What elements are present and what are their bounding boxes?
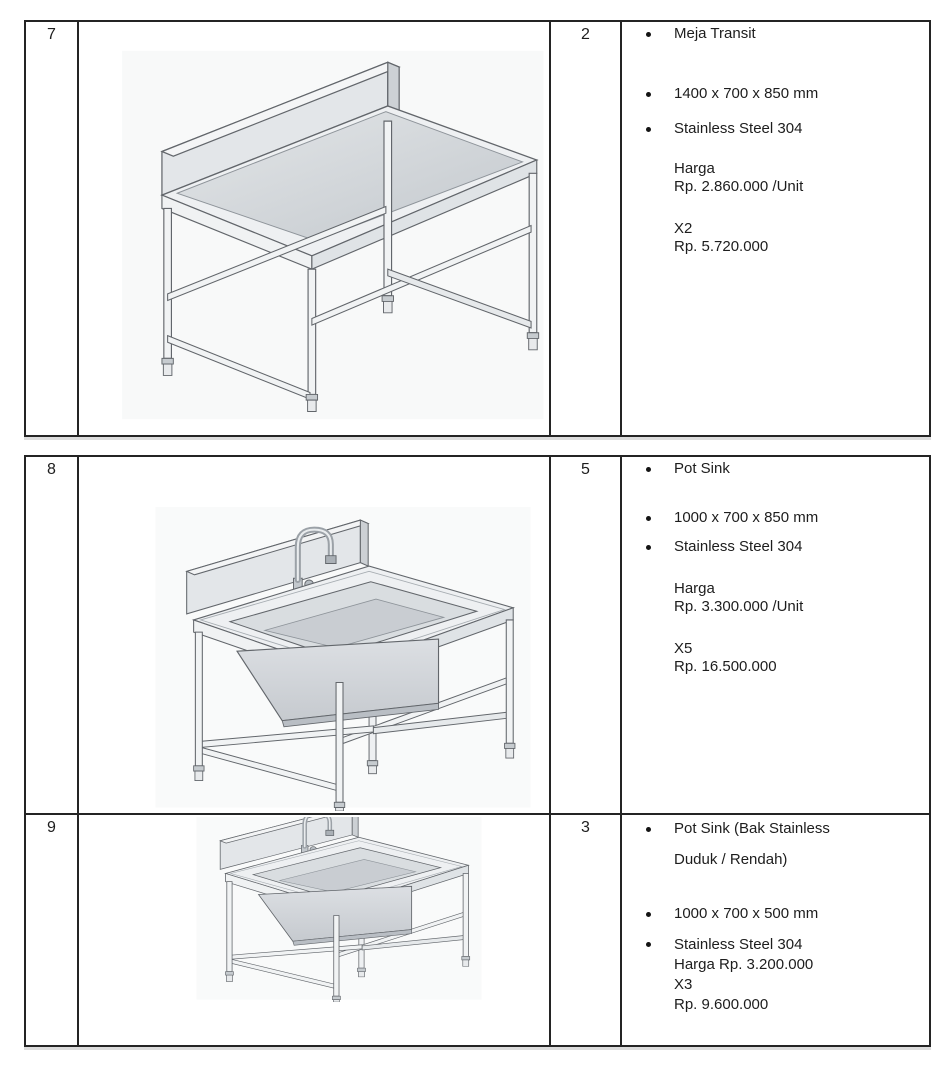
row-number-cell — [26, 815, 79, 1045]
product-table-section-1 — [24, 20, 931, 437]
pot-sink-illustration — [141, 481, 545, 811]
dimensions-line — [622, 85, 929, 103]
row-number: 7 — [47, 26, 56, 43]
dimensions: 1400 x 700 x 850 mm — [674, 85, 819, 102]
material-line — [622, 120, 929, 138]
item-name-line — [622, 460, 929, 478]
dimensions-line — [622, 509, 929, 527]
item-name-line2: Duduk / Rendah) — [674, 851, 788, 868]
total-price: Rp. 9.600.000 — [674, 996, 769, 1013]
material: Stainless Steel 304 — [674, 120, 803, 137]
description-cell — [622, 815, 929, 1045]
item-name: Meja Transit — [674, 25, 756, 42]
bullet-icon — [646, 92, 651, 97]
description-cell — [622, 22, 929, 435]
material-line — [622, 538, 929, 556]
bullet-icon — [646, 912, 651, 917]
total-price: Rp. 16.500.000 — [674, 658, 777, 675]
quantity-value: 2 — [581, 26, 590, 43]
bullet-icon — [646, 467, 651, 472]
material: Stainless Steel 304 — [674, 936, 803, 953]
bullet-icon — [646, 127, 651, 132]
multiplier: X5 — [674, 640, 693, 657]
row-number-cell — [26, 22, 79, 435]
pot-sink-low-basin-illustration — [129, 817, 551, 1039]
row-number: 8 — [47, 461, 56, 478]
bullet-icon — [646, 942, 651, 947]
price-label: Harga — [674, 160, 715, 177]
quantity-cell — [551, 815, 622, 1045]
material-line — [622, 935, 929, 955]
dimensions: 1000 x 700 x 500 mm — [674, 905, 819, 922]
item-name-line1: Pot Sink (Bak Stainless — [674, 820, 830, 837]
product-image-cell — [79, 22, 551, 435]
bullet-icon — [646, 827, 651, 832]
table-row-7 — [26, 22, 929, 435]
bullet-icon — [646, 516, 651, 521]
unit-price: Rp. 3.300.000 /Unit — [674, 598, 804, 615]
product-image-cell — [79, 815, 551, 1045]
total-price: Rp. 5.720.000 — [674, 238, 769, 255]
quantity-value: 3 — [581, 819, 590, 836]
dimensions: 1000 x 700 x 850 mm — [674, 509, 819, 526]
unit-price: Rp. 2.860.000 /Unit — [674, 178, 804, 195]
item-name-line — [622, 25, 929, 43]
description-cell — [622, 457, 929, 813]
quantity-cell — [551, 22, 622, 435]
material: Stainless Steel 304 — [674, 538, 803, 555]
quantity-cell — [551, 457, 622, 813]
product-image-cell — [79, 457, 551, 813]
item-name: Pot Sink — [674, 460, 730, 477]
bullet-icon — [646, 545, 651, 550]
table-row-8 — [26, 457, 929, 815]
product-table-section-2 — [24, 455, 931, 1047]
row-number: 9 — [47, 819, 56, 836]
bullet-icon — [646, 32, 651, 37]
row-number-cell — [26, 457, 79, 813]
item-name-line2-wrap — [622, 851, 929, 869]
item-name-line — [622, 820, 929, 838]
work-table-illustration — [105, 44, 551, 426]
quantity-value: 5 — [581, 461, 590, 478]
price-line: Harga Rp. 3.200.000 — [674, 956, 814, 973]
multiplier: X3 — [674, 976, 693, 993]
table-row-9 — [26, 815, 929, 1045]
dimensions-line — [622, 905, 929, 923]
price-label: Harga — [674, 580, 715, 597]
multiplier: X2 — [674, 220, 693, 237]
